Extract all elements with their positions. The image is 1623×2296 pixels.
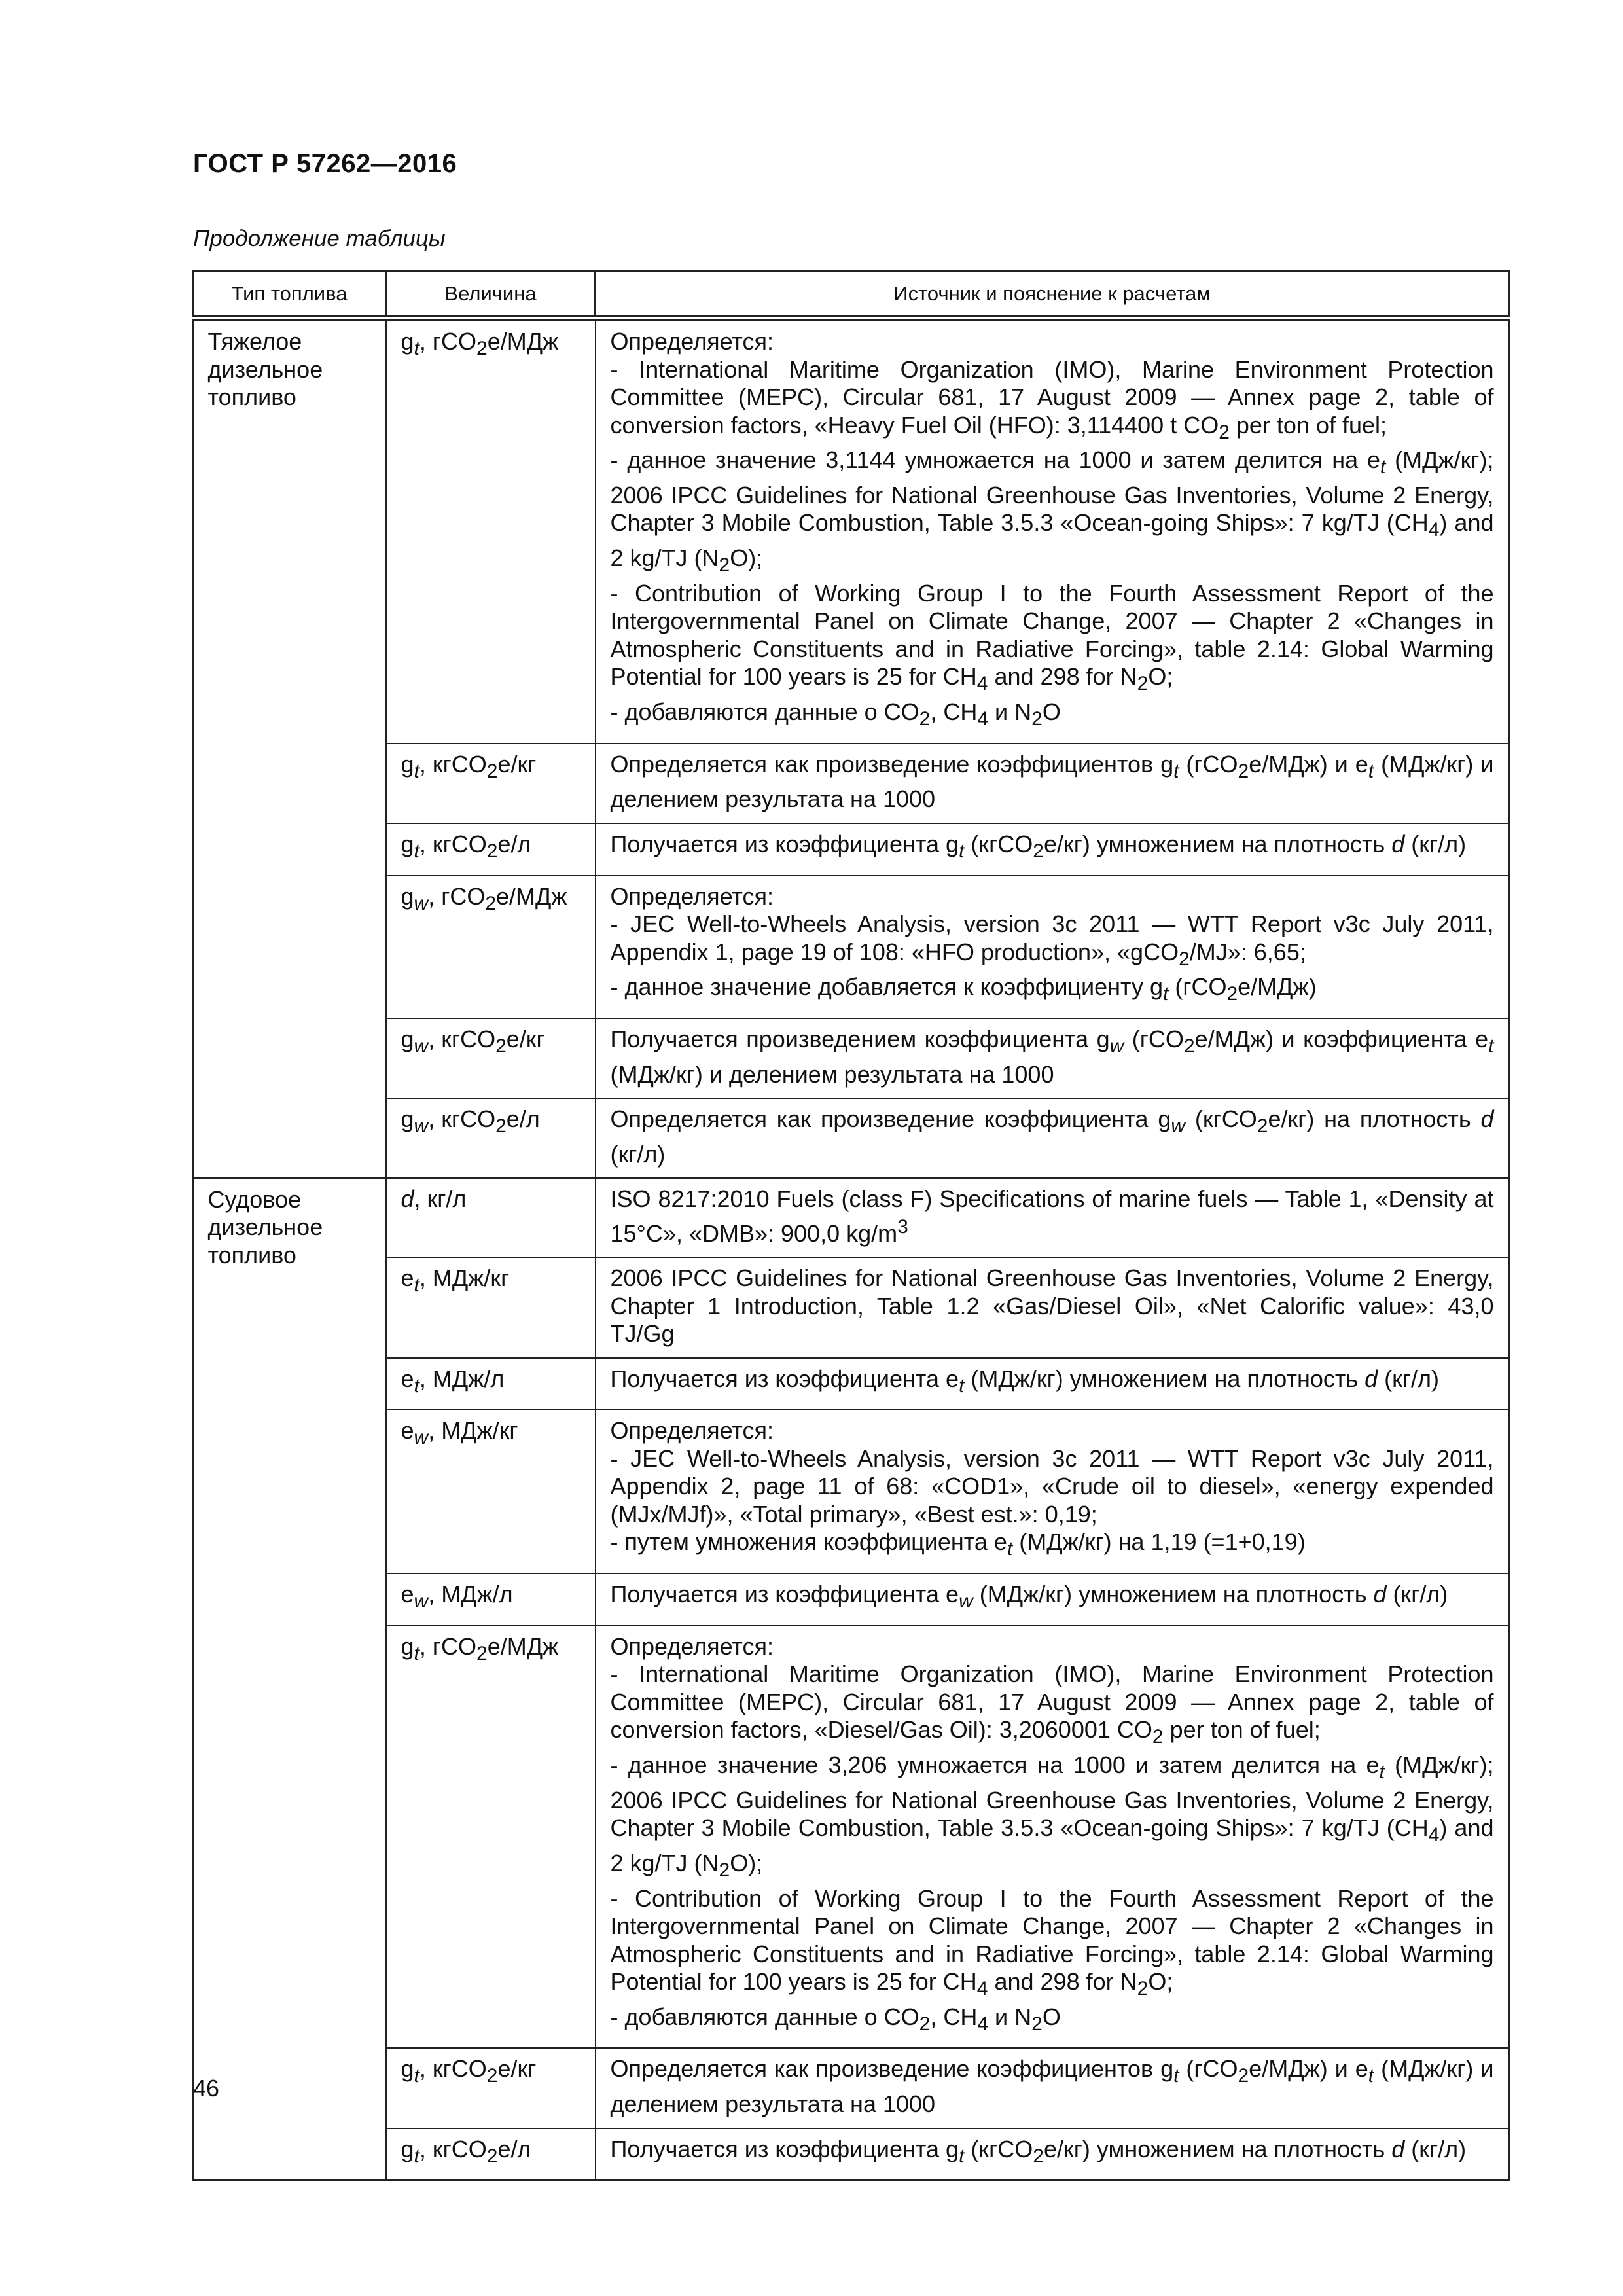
explanation-line: Получается произведением коэффициента $g_w$ (гCO$_2$е/МДж) и коэффициента $e_t$ (МДж/кг) и делением результата на 1000 <box>610 1025 1494 1088</box>
quantity-cell: $g_w$, кгCO$_2$е/л <box>386 1098 596 1178</box>
quantity-cell: $e_w$, МДж/л <box>386 1573 596 1626</box>
explanation-line: Определяется как произведение коэффициента $g_w$ (кгCO$_2$е/кг) на плотность d (кг/л) <box>610 1105 1494 1168</box>
table-header <box>193 272 1509 319</box>
column-header-source: Источник и пояснение к расчетам <box>596 272 1509 319</box>
explanation-line: - International Maritime Organization (IMO), Marine Environment Protection Committee (MEPC), Circular 681, 17 August 2009 — Annex page 2, table of conversion factors, «Heavy Fuel Oil (HFO): 3,114400 t $CO_2$ per ton of fuel; <box>610 355 1494 443</box>
quantity-cell: $g_t$, кгCO$_2$е/кг <box>386 2048 596 2128</box>
explanation-cell <box>596 1573 1509 1626</box>
explanation-cell <box>596 1358 1509 1410</box>
explanation-line: - данное значение 3,1144 умножается на 1000 и затем делится на $e_t$ (МДж/кг); 2006 IPCC Guidelines for National Greenhouse Gas Inventories, Volume 2 Energy, Chapter 3 Mobile Combustion, Table 3.5.3 «Ocean-going Ships»: 7 kg/TJ $(CH_4)$ and 2 kg/TJ $(N_2O)$; <box>610 446 1494 577</box>
explanation-line: - добавляются данные о $CO_2$, $CH_4$ и $N_2O$ <box>610 698 1061 730</box>
explanation-line: - JEC Well-to-Wheels Analysis, version 3c 2011 — WTT Report v3c July 2011, Appendix 2, page 11 of 68: «COD1», «Crude oil to diesel», «energy expended (MJx/MJf)», «Total primary», «Best est.»: 0,19; <box>610 1444 1494 1528</box>
explanation-line: Получается из коэффициента $g_t$ (кгCO$_2$е/кг) умножением на плотность d (кг/л) <box>610 830 1467 862</box>
table-row <box>193 1098 1509 1178</box>
quantity-cell: $g_t$, кгCO$_2$е/л <box>386 2128 596 2181</box>
quantity-cell: $g_w$, кгCO$_2$е/кг <box>386 1018 596 1098</box>
explanation-line: Получается из коэффициента $e_t$ (МДж/кг) умножением на плотность d (кг/л) <box>610 1365 1440 1397</box>
quantity-cell: $g_t$, гCO$_2$е/МДж <box>386 319 596 744</box>
explanation-cell <box>596 1257 1509 1358</box>
table-row <box>193 2128 1509 2181</box>
table-row <box>193 744 1509 823</box>
explanation-cell <box>596 823 1509 876</box>
explanation-cell <box>596 319 1509 744</box>
table-row <box>193 319 1509 744</box>
explanation-cell <box>596 1178 1509 1257</box>
explanation-line: Получается из коэффициента $g_t$ (кгCO$_2$е/кг) умножением на плотность d (кг/л) <box>610 2135 1467 2167</box>
explanation-line: - International Maritime Organization (IMO), Marine Environment Protection Committee (MEPC), Circular 681, 17 August 2009 — Annex page 2, table of conversion factors, «Diesel/Gas Oil): 3,2060001 $CO_2$ per ton of fuel; <box>610 1660 1494 1748</box>
explanation-cell <box>596 1098 1509 1178</box>
table-row <box>193 2048 1509 2128</box>
table-row <box>193 1573 1509 1626</box>
explanation-cell <box>596 1626 1509 2049</box>
explanation-line: - добавляются данные о $CO_2$, $CH_4$ и $N_2O$ <box>610 2003 1061 2035</box>
explanation-cell <box>596 2048 1509 2128</box>
explanation-line: - Contribution of Working Group I to the Fourth Assessment Report of the Intergovernmental Panel on Climate Change, 2007 — Chapter 2 «Changes in Atmospheric Constituents and in Radiative Forcing», table 2.14: Global Warming Potential for 100 years is 25 for $CH_4$ and 298 for $N_2O$; <box>610 1884 1494 2000</box>
emission-factors-table <box>192 270 1510 2181</box>
explanation-line: Определяется: <box>610 1417 774 1444</box>
explanation-line: - данное значение 3,206 умножается на 1000 и затем делится на $e_t$ (МДж/кг); 2006 IPCC Guidelines for National Greenhouse Gas Inventories, Volume 2 Energy, Chapter 3 Mobile Combustion, Table 3.5.3 «Ocean-going Ships»: 7 kg/TJ $(CH_4)$ and 2 kg/TJ $(N_2O)$; <box>610 1751 1494 1882</box>
explanation-line: - путем умножения коэффициента $e_t$ (МДж/кг) на 1,19 (=1+0,19) <box>610 1528 1306 1560</box>
quantity-cell: $g_t$, гCO$_2$е/МДж <box>386 1626 596 2049</box>
document-id: ГОСТ Р 57262—2016 <box>193 149 457 178</box>
explanation-line: - JEC Well-to-Wheels Analysis, version 3c 2011 — WTT Report v3c July 2011, Appendix 1, page 19 of 108: «HFO production», «gCO$_2$/MJ»: 6,65; <box>610 910 1494 970</box>
explanation-line: 2006 IPCC Guidelines for National Greenhouse Gas Inventories, Volume 2 Energy, Chapter 1 Introduction, Table 1.2 «Gas/Diesel Oil», «Net Calorific value»: 43,0 TJ/Gg <box>610 1265 1494 1348</box>
table-row <box>193 1018 1509 1098</box>
table-row <box>193 876 1509 1018</box>
explanation-cell <box>596 744 1509 823</box>
fuel-type-cell: Тяжелое дизельное топливо <box>193 319 386 1179</box>
explanation-line: Получается из коэффициента $e_w$ (МДж/кг) умножением на плотность d (кг/л) <box>610 1581 1448 1613</box>
table-row <box>193 823 1509 876</box>
quantity-cell: $g_t$, кгCO$_2$е/л <box>386 823 596 876</box>
table-row <box>193 1410 1509 1573</box>
table-body <box>193 319 1509 2181</box>
table-row <box>193 1626 1509 2049</box>
explanation-line: - данное значение добавляется к коэффициенту $g_t$ (гCO$_2$е/МДж) <box>610 973 1317 1005</box>
quantity-cell: $e_w$, МДж/кг <box>386 1410 596 1573</box>
explanation-cell <box>596 2128 1509 2181</box>
quantity-cell: $g_t$, кгCO$_2$е/кг <box>386 744 596 823</box>
quantity-cell: d, кг/л <box>386 1178 596 1257</box>
table-row <box>193 1178 1509 1257</box>
explanation-cell <box>596 1018 1509 1098</box>
table-header-row <box>193 272 1509 319</box>
table-row <box>193 1358 1509 1410</box>
table-row <box>193 1257 1509 1358</box>
explanation-line: - Contribution of Working Group I to the Fourth Assessment Report of the Intergovernmental Panel on Climate Change, 2007 — Chapter 2 «Changes in Atmospheric Constituents and in Radiative Forcing», table 2.14: Global Warming Potential for 100 years is 25 for $CH_4$ and 298 for $N_2O$; <box>610 579 1494 695</box>
column-header-fuel-type: Тип топлива <box>193 272 386 319</box>
page-number: 46 <box>193 2075 220 2102</box>
explanation-line: ISO 8217:2010 Fuels (class F) Specifications of marine fuels — Table 1, «Density at 15°C», «DMB»: 900,0 $kg/m^3$ <box>610 1185 1494 1247</box>
explanation-line: Определяется как произведение коэффициентов $g_t$ (гCO$_2$е/МДж) и $e_t$ (МДж/кг) и делением результата на 1000 <box>610 750 1494 813</box>
column-header-quantity: Величина <box>386 272 596 319</box>
explanation-cell <box>596 1410 1509 1573</box>
quantity-cell: $e_t$, МДж/л <box>386 1358 596 1410</box>
explanation-line: Определяется: <box>610 328 774 355</box>
fuel-type-cell: Судовое дизельное топливо <box>193 1178 386 2180</box>
explanation-line: Определяется: <box>610 882 774 910</box>
quantity-cell: $e_t$, МДж/кг <box>386 1257 596 1358</box>
explanation-cell <box>596 876 1509 1018</box>
explanation-line: Определяется: <box>610 1632 774 1660</box>
table-continuation-caption: Продолжение таблицы <box>193 226 446 251</box>
explanation-line: Определяется как произведение коэффициентов $g_t$ (гCO$_2$е/МДж) и $e_t$ (МДж/кг) и делением результата на 1000 <box>610 2055 1494 2118</box>
quantity-cell: $g_w$, гCO$_2$е/МДж <box>386 876 596 1018</box>
